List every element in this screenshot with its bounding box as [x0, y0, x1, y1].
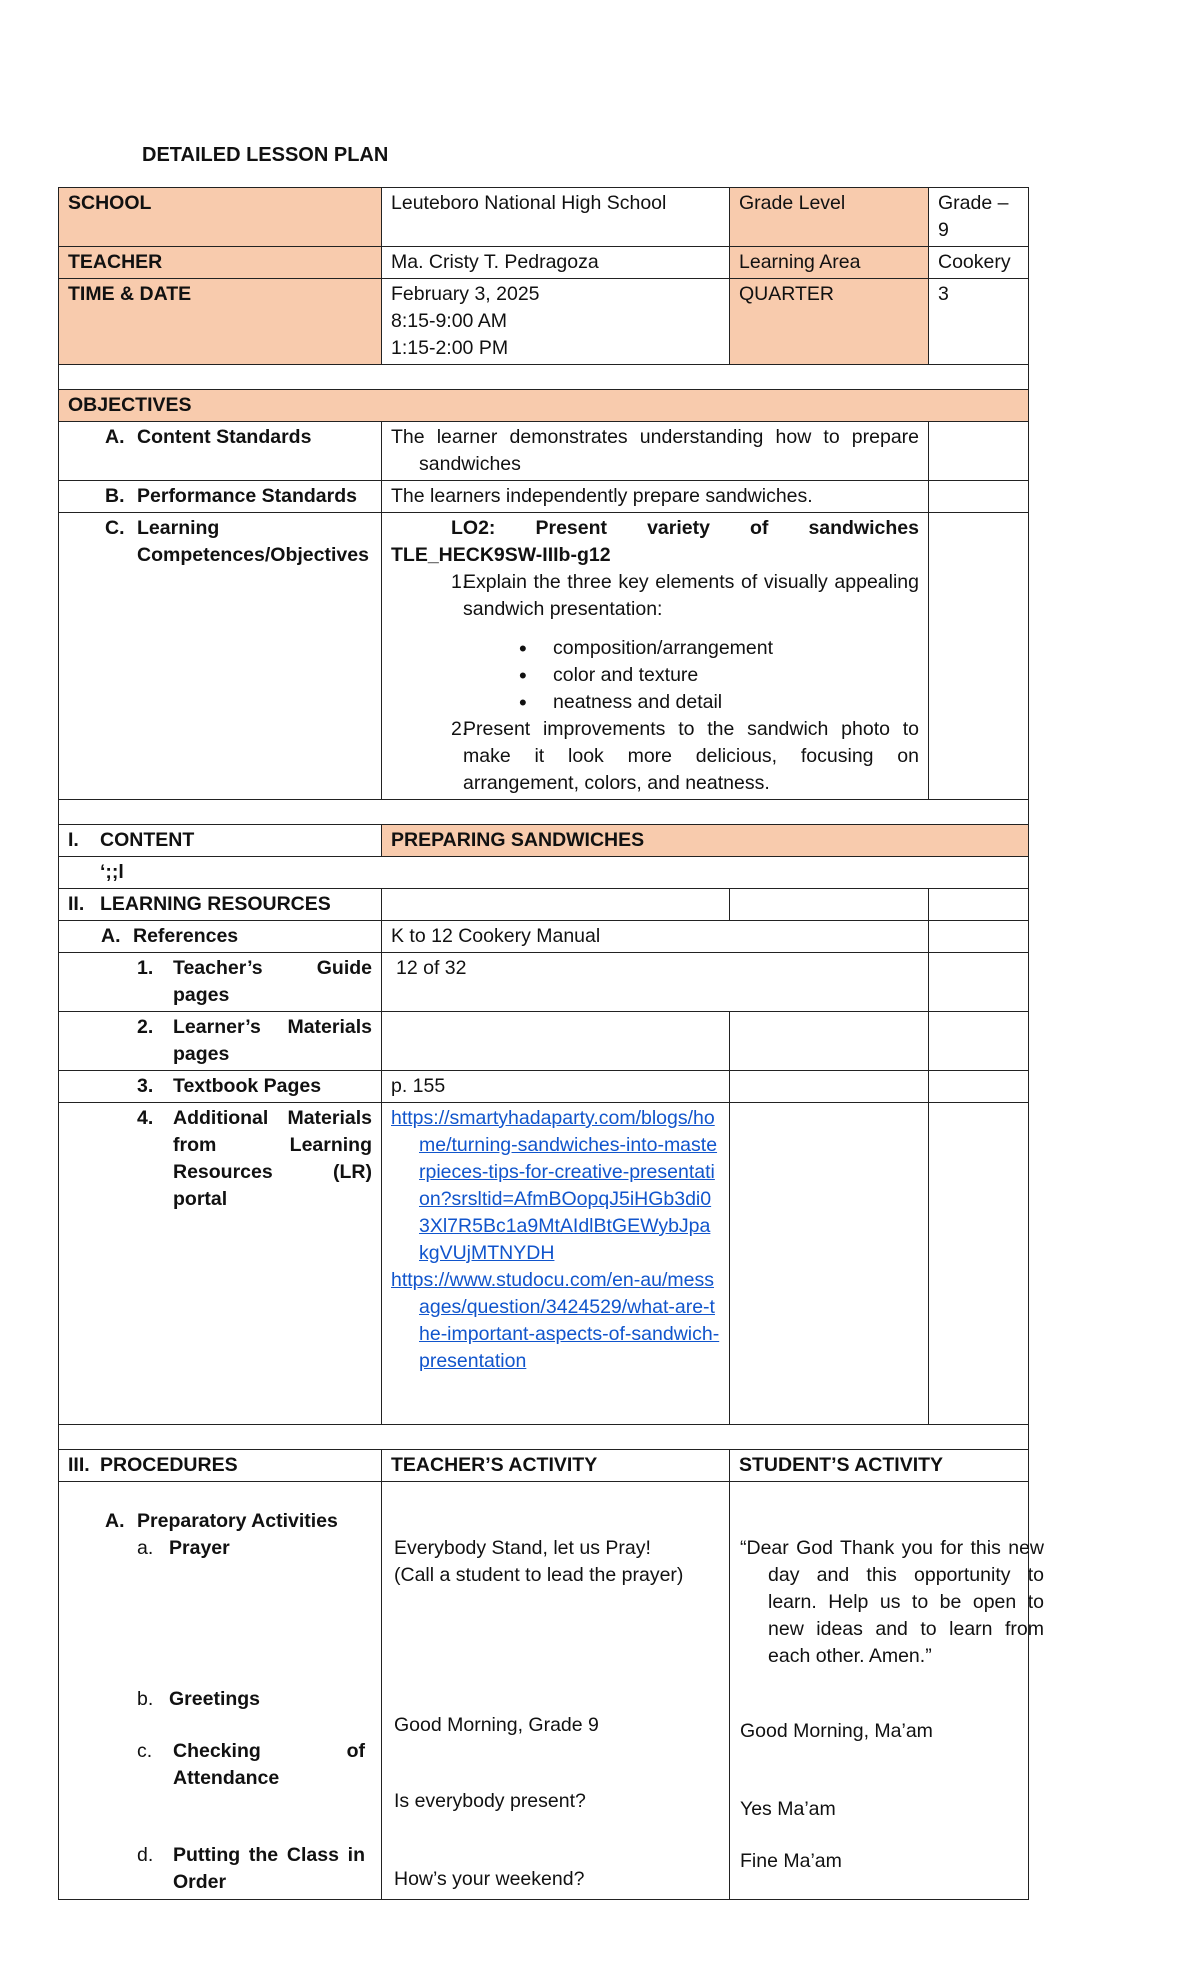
teacher-greeting: Good Morning, Grade 9: [394, 1714, 599, 1736]
time-slot-2: 1:15-2:00 PM: [391, 337, 509, 359]
school-value: Leuteboro National High School: [382, 188, 730, 247]
competencies-label: C. Learning Competences/Objectives: [59, 513, 382, 800]
teacher-prayer-line2: (Call a student to lead the prayer): [394, 1564, 684, 1586]
teacher-label: TEACHER: [59, 247, 382, 279]
header-row-time: [59, 279, 1029, 365]
teacher-activities: [382, 1482, 730, 1900]
quarter-value: 3: [929, 279, 1029, 365]
textbook-pages-row: [59, 1071, 1029, 1103]
content-standards-label: A. Content Standards: [59, 422, 382, 481]
content-topic: PREPARING SANDWICHES: [382, 825, 1029, 857]
resource-link-2[interactable]: https://www.studocu.com/en-au/messages/question/3424529/what-are-the-important-aspects-of-sandwich-presentation: [391, 1269, 720, 1372]
learners-materials-label: 2. Learner’s Materials pages: [59, 1012, 382, 1071]
objective-item-2: 2. Present improvements to the sandwich photo to make it look more delicious, focusing on arrangement, colors, and neatness.: [451, 718, 919, 794]
content-standards-text: The learner demonstrates understanding how to prepare sandwiches: [382, 422, 929, 481]
learners-materials-row: [59, 1012, 1029, 1071]
student-attendance: Yes Ma’am: [740, 1798, 836, 1820]
performance-standards-label: B. Performance Standards: [59, 481, 382, 513]
step-class-order: d. Putting the Class in Order: [137, 1844, 365, 1893]
student-weekend: Fine Ma’am: [740, 1850, 842, 1872]
document-title: DETAILED LESSON PLAN: [142, 144, 389, 166]
competencies-row: [59, 513, 1029, 800]
competencies-text: [382, 513, 929, 800]
student-greeting: Good Morning, Ma’am: [740, 1720, 933, 1742]
time-date-label: TIME & DATE: [59, 279, 382, 365]
additional-materials-links: [382, 1103, 730, 1425]
time-date-value: [382, 279, 730, 365]
student-activities: [730, 1482, 1044, 1900]
additional-materials-row: [59, 1103, 1029, 1425]
content-row: [59, 825, 1029, 857]
learning-resources-row: [59, 889, 1029, 921]
performance-standards-text: The learners independently prepare sandwiches.: [382, 481, 929, 513]
teacher-weekend: How’s your weekend?: [394, 1868, 585, 1890]
element-item: • composition/arrangement: [553, 635, 919, 662]
lo2-code: TLE_HECK9SW-IIIb-g12: [391, 544, 611, 566]
student-activity-header: STUDENT’S ACTIVITY: [730, 1450, 1029, 1482]
step-attendance: c. Checking of Attendance: [137, 1740, 365, 1789]
procedures-steps: [59, 1482, 382, 1900]
elements-list: [391, 635, 919, 716]
additional-materials-label: 4. Additional Materials from Learning Resources (LR) portal: [59, 1103, 382, 1425]
time-slot-1: 8:15-9:00 AM: [391, 310, 507, 332]
lesson-plan-table: [58, 187, 1044, 1900]
procedures-body-row: [59, 1482, 1029, 1900]
content-label: I. CONTENT: [59, 825, 382, 857]
quarter-label: QUARTER: [730, 279, 929, 365]
preparatory-activities-label: A. Preparatory Activities: [105, 1510, 338, 1532]
textbook-pages-label: 3. Textbook Pages: [59, 1071, 382, 1103]
references-value: K to 12 Cookery Manual: [382, 921, 929, 953]
content-standards-blank: [929, 422, 1029, 481]
teacher-activity-header: TEACHER’S ACTIVITY: [382, 1450, 730, 1482]
resource-link-1[interactable]: https://smartyhadaparty.com/blogs/home/turning-sandwiches-into-masterpieces-tips-for-creative-presentation?srsltid=AfmBOopqJ5iHGb3di03Xl7R5Bc1a9MtAIdlBtGEWybJpakgVUjMTNYDH: [391, 1107, 718, 1264]
stray-row: [59, 857, 1029, 889]
step-prayer: a. Prayer: [137, 1537, 230, 1559]
step-greetings: b. Greetings: [137, 1688, 261, 1710]
objectives-row: [59, 390, 1029, 422]
learning-resources-label: II. LEARNING RESOURCES: [59, 889, 382, 921]
procedures-label: III. PROCEDURES: [59, 1450, 382, 1482]
teacher-value: Ma. Cristy T. Pedragoza: [382, 247, 730, 279]
teacher-attendance: Is everybody present?: [394, 1790, 586, 1812]
school-label: SCHOOL: [59, 188, 382, 247]
objectives-heading: OBJECTIVES: [59, 390, 1029, 422]
textbook-pages-value: p. 155: [382, 1071, 730, 1103]
teachers-guide-value: 12 of 32: [382, 953, 929, 1012]
element-item: • color and texture: [553, 662, 919, 689]
spacer-row: [59, 1425, 1029, 1450]
references-row: [59, 921, 1029, 953]
lo2-heading: LO2: Present variety of sandwiches: [451, 517, 919, 539]
content-standards-row: [59, 422, 1029, 481]
header-row-school: [59, 188, 1029, 247]
teachers-guide-row: [59, 953, 1029, 1012]
header-row-teacher: [59, 247, 1029, 279]
procedures-header-row: [59, 1450, 1029, 1482]
spacer-row: [59, 800, 1029, 825]
learning-area-value: Cookery: [929, 247, 1029, 279]
student-prayer: “Dear God Thank you for this new day and this opportunity to learn. Help us to be open to new ideas and to learn from each other. Amen.”: [740, 1537, 1044, 1667]
element-item: • neatness and detail: [553, 689, 919, 716]
objective-item-1: 1. Explain the three key elements of visually appealing sandwich presentation:: [451, 571, 919, 620]
teacher-prayer-line1: Everybody Stand, let us Pray!: [394, 1537, 651, 1559]
learning-area-label: Learning Area: [730, 247, 929, 279]
references-label: A. References: [59, 921, 382, 953]
grade-level-value: Grade – 9: [929, 188, 1029, 247]
performance-standards-row: [59, 481, 1029, 513]
teachers-guide-label: 1. Teacher’s Guide pages: [59, 953, 382, 1012]
stray-text: ‘;;l: [59, 857, 1029, 889]
spacer-row: [59, 365, 1029, 390]
date-text: February 3, 2025: [391, 283, 540, 305]
grade-level-label: Grade Level: [730, 188, 929, 247]
competencies-blank: [929, 513, 1029, 800]
performance-standards-blank: [929, 481, 1029, 513]
